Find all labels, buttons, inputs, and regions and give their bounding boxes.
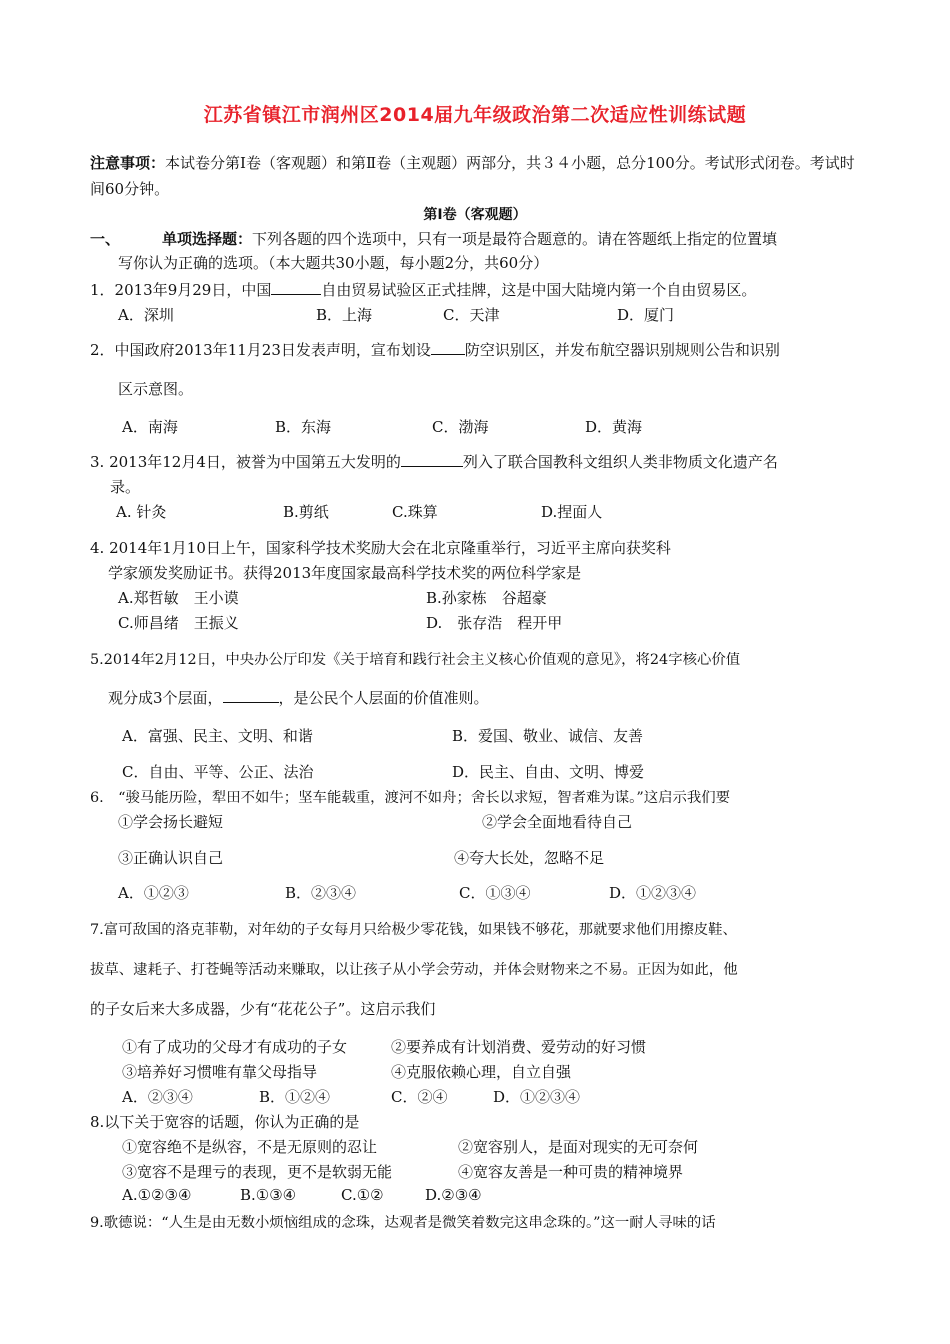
q5-stem-post: ，是公民个人层面的价值准则。 [278,689,489,707]
q7-option-b: B．①②④ [259,1088,331,1106]
q5-option-c: C．自由、平等、公正、法治 [122,763,314,781]
q8-statement-4: ④宽容友善是一种可贵的精神境界 [458,1163,684,1181]
q1-option-c: C．天津 [443,306,500,324]
q6-option-a: A．①②③ [118,884,189,902]
q7-option-d: D．①②③④ [493,1088,581,1106]
q3-stem-pre: 3. 2013年12月4日，被誉为中国第五大发明的 [90,453,401,471]
q5-stem-line2 [108,687,489,708]
q3-option-d: D.捏面人 [541,503,603,521]
q8-option-d: D.②③④ [425,1186,482,1204]
q5-stem-line1: 5.2014年2月12日，中央办公厅印发《关于培育和践行社会主义核心价值观的意见》，将24字核心价值 [90,652,741,668]
q3-blank [401,452,463,467]
q2-stem-pre: 2．中国政府2013年11月23日发表声明，宣布划设 [90,341,431,359]
q7-statement-3: ③培养好习惯唯有靠父母指导 [122,1063,318,1081]
question-2 [90,339,780,360]
q2-option-b: B．东海 [275,418,332,436]
part1-line1: 下列各题的四个选项中，只有一项是最符合题意的。请在答题纸上指定的位置填 [252,230,778,248]
q1-stem-post: 自由贸易试验区正式挂牌，这是中国大陆境内第一个自由贸易区。 [321,281,757,299]
q6-option-b: B．②③④ [285,884,357,902]
q1-blank [271,280,321,295]
q6-option-d: D．①②③④ [609,884,697,902]
q6-statement-2: ②学会全面地看待自己 [482,813,633,831]
q7-statement-2: ②要养成有计划消费、爱劳动的好习惯 [391,1038,647,1056]
section-title: 第Ⅰ卷（客观题） [423,207,527,223]
q2-option-c: C．渤海 [432,418,489,436]
q4-option-b: B.孙家栋 谷超豪 [426,589,547,607]
q7-option-a: A．②③④ [122,1088,193,1106]
q8-option-b: B.①③④ [240,1186,297,1204]
q4-option-d: D. 张存浩 程开甲 [426,614,563,632]
q1-option-d: D．厦门 [617,306,675,324]
q5-option-b: B．爱国、敬业、诚信、友善 [452,727,644,745]
q8-stem: 8.以下关于宽容的话题，你认为正确的是 [90,1113,360,1131]
q3-option-a: A. 针灸 [116,503,167,521]
exam-title: 江苏省镇江市润州区2014届九年级政治第二次适应性训练试题 [203,104,747,126]
q2-option-d: D．黄海 [585,418,643,436]
q1-option-a: A．深圳 [118,306,174,324]
q2-stem-cont: 区示意图。 [118,380,194,398]
q7-stem-line1: 7.富可敌国的洛克菲勒，对年幼的子女每月只给极少零花钱，如果钱不够花，那就要求他们用擦皮鞋、 [90,922,737,938]
q7-statement-4: ④克服依赖心理，自立自强 [391,1063,572,1081]
notice-label: 注意事项： [90,154,166,172]
q5-stem-pre: 观分成3个层面， [108,689,223,707]
q6-statement-3: ③正确认识自己 [118,849,224,867]
q3-stem-post: 列入了联合国教科文组织人类非物质文化遗产名 [462,453,778,471]
q9-stem: 9.歌德说：“人生是由无数小烦恼组成的念珠，达观者是微笑着数完这串念珠的。”这一耐人寻味的话 [90,1215,716,1231]
q6-statement-1: ①学会扬长避短 [118,813,224,831]
q4-stem-line1: 4. 2014年1月10日上午，国家科学技术奖励大会在北京隆重举行，习近平主席向获奖科 [90,539,671,557]
q7-option-c: C．②④ [391,1088,448,1106]
q5-option-a: A．富强、民主、文明、和谐 [122,727,313,745]
q3-option-b: B.剪纸 [283,503,329,521]
question-1 [90,279,756,300]
q8-statement-2: ②宽容别人，是面对现实的无可奈何 [458,1138,699,1156]
q1-stem-pre: 1．2013年9月29日，中国 [90,281,272,299]
part1-line2: 写你认为正确的选项。（本大题共30小题，每小题2分，共60分） [118,254,549,272]
part1-label: 单项选择题： [162,230,253,248]
q7-stem-line3: 的子女后来大多成器，少有“花花公子”。这启示我们 [90,1000,436,1018]
q8-statement-1: ①宽容绝不是纵容，不是无原则的忍让 [122,1138,378,1156]
part1-number: 一、 [90,230,121,248]
q4-stem-line2: 学家颁发奖励证书。获得2013年度国家最高科学技术奖的两位科学家是 [108,564,582,582]
q3-option-c: C.珠算 [392,503,438,521]
q7-statement-1: ①有了成功的父母才有成功的子女 [122,1038,348,1056]
q5-option-d: D．民主、自由、文明、博爱 [452,763,645,781]
q6-stem: 6. “骏马能历险，犁田不如牛；坚车能载重，渡河不如舟；舍长以求短，智者难为谋。”这启示我们要 [90,790,731,806]
q4-option-a: A.郑哲敏 王小谟 [118,589,239,607]
q2-blank [431,340,465,355]
q1-option-b: B．上海 [316,306,373,324]
q3-stem-cont: 录。 [110,478,141,496]
q8-statement-3: ③宽容不是理亏的表现，更不是软弱无能 [122,1163,393,1181]
q2-option-a: A．南海 [122,418,178,436]
q5-blank [223,688,279,703]
q7-stem-line2: 拔草、逮耗子、打苍蝇等活动来赚取，以让孩子从小学会劳动，并体会财物来之不易。正因为如此，他 [90,962,738,978]
notice-block [90,150,860,202]
notice-text: 本试卷分第Ⅰ卷（客观题）和第Ⅱ卷（主观题）两部分，共３４小题，总分100分。考试形式闭卷。考试时间60分钟。 [90,154,855,198]
q8-option-a: A.①②③④ [122,1186,192,1204]
q8-option-c: C.①② [341,1186,384,1204]
part1-heading [90,228,777,249]
q4-option-c: C.师昌绪 王振义 [118,614,239,632]
q2-stem-post: 防空识别区，并发布航空器识别规则公告和识别 [464,341,780,359]
q6-option-c: C．①③④ [459,884,531,902]
question-3 [90,451,778,472]
q6-statement-4: ④夸大长处，忽略不足 [454,849,605,867]
